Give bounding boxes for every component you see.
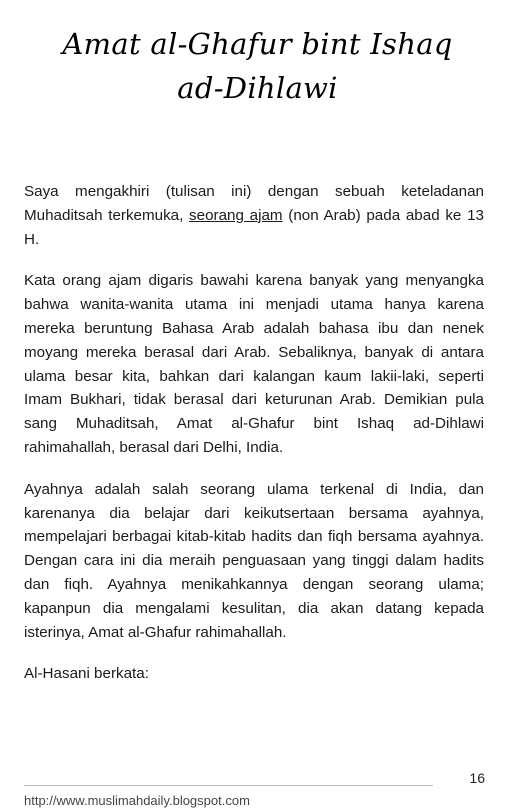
page-number: 16	[469, 770, 485, 786]
title-line-2: ad-Dihlawi	[177, 71, 338, 105]
underlined-phrase: seorang ajam	[189, 206, 283, 224]
footer-divider	[24, 785, 433, 786]
body-text	[24, 180, 484, 704]
paragraph-4: Al-Hasani berkata:	[24, 665, 149, 683]
paragraph-1-start: Saya mengakhiri (tulisan ini) dengan sebuah keteladanan Muhaditsah terkemuka,	[24, 183, 484, 224]
paragraph-1-end: (non Arab) pada abad ke 13 H.	[24, 206, 484, 248]
paragraph-2: Kata orang ajam digaris bawahi karena banyak yang menyangka bahwa wanita-wanita utama ini menjadi utama hanya karena mereka beruntung Bahasa Arab adalah bahasa ibu dan nenek moyang mereka berasal dari Arab. Sebaliknya, banyak di antara ulama besar kita, bahkan dari kalangan kaum lakii-laki, seperti Imam Bukhari, tidak berasal dari keturunan Arab. Demikian pula sang Muhaditsah, Amat al-Ghafur bint Ishaq ad-Dihlawi rahimahallah, berasal dari Delhi, India.	[24, 272, 484, 456]
paragraph-1	[24, 180, 484, 251]
page-title	[20, 22, 495, 110]
paragraph-3: Ayahnya adalah salah seorang ulama terkenal di India, dan karenanya dia belajar dari keikutsertaan bersama ayahnya, mempelajari berbagai kitab-kitab hadits dan fiqh bersama ayahnya. Dengan cara ini dia meraih penguasaan yang tinggi dalam hadits dan fiqh. Ayahnya menikahkannya dengan seorang ulama; kapanpun dia mengalami kesulitan, dia akan datang kepada isterinya, Amat al-Ghafur rahimahallah.	[24, 480, 484, 641]
title-line-1: Amat al-Ghafur bint Ishaq	[62, 27, 453, 61]
footer-url[interactable]: http://www.muslimahdaily.blogspot.com	[24, 793, 250, 808]
